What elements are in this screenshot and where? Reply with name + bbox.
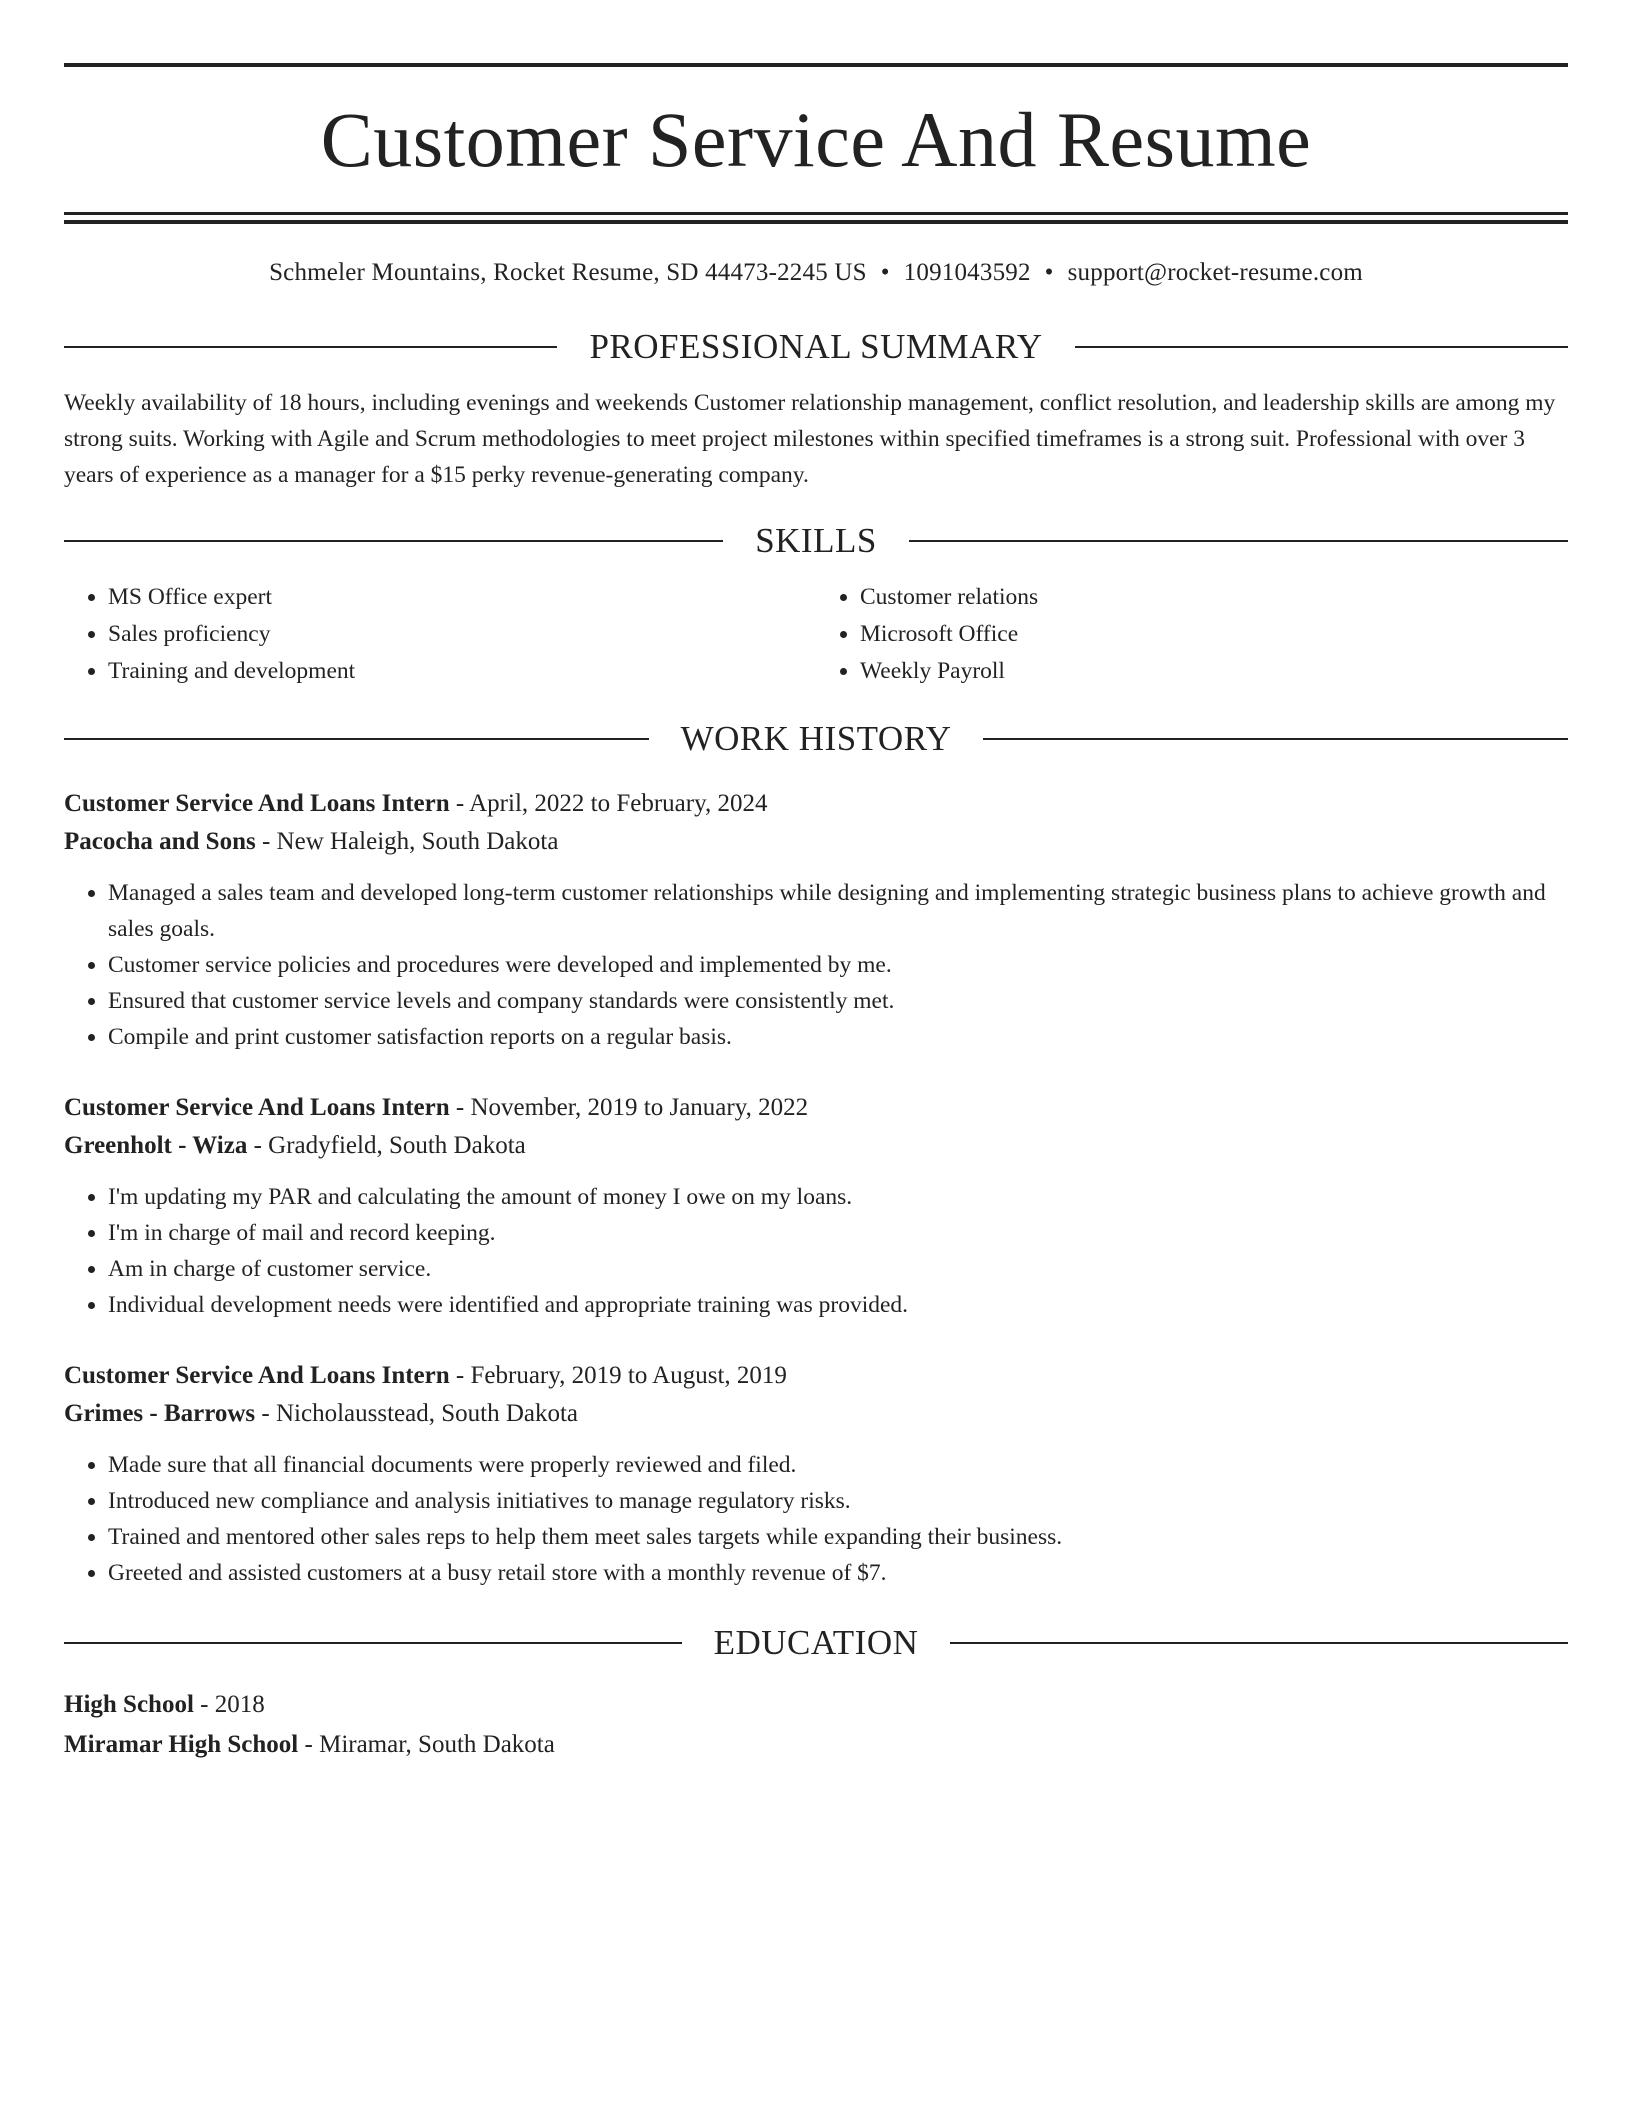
resume-page [64, 0, 1568, 1765]
job-bullet: • I'm updating my PAR and calculating the amount of money I owe on my loans. [108, 1179, 1568, 1215]
contact-separator: • [1044, 259, 1054, 286]
section-rule-right [1075, 346, 1568, 348]
section-rule-left [64, 540, 723, 542]
education-school: Miramar High School [64, 1731, 299, 1758]
job-bullets [64, 1447, 1568, 1591]
job-bullet: • I'm in charge of mail and record keeping. [108, 1215, 1568, 1251]
job-company: Greenholt - Wiza [64, 1132, 248, 1159]
contact-address: Schmeler Mountains, Rocket Resume, SD 44473-2245 US [269, 259, 867, 286]
section-rule-left [64, 738, 649, 740]
skills-column-left [64, 579, 816, 690]
skill-item: • Sales proficiency [108, 616, 816, 653]
job-dates: - February, 2019 to August, 2019 [449, 1362, 787, 1389]
job-entry [64, 1357, 1568, 1591]
job-bullet: • Trained and mentored other sales reps to help them meet sales targets while expanding their business. [108, 1519, 1568, 1555]
section-rule-left [64, 346, 557, 348]
summary-text: Weekly availability of 18 hours, including evenings and weekends Customer relationship management, conflict resolution, and leadership skills are among my strong suits. Working with Agile and Scrum methodologies to meet project milestones within specified timeframes is a strong suit. Professional with over 3 years of experience as a manager for a $15 perky revenue-generating company. [64, 390, 1556, 488]
job-entry [64, 1089, 1568, 1323]
skill-item: • Weekly Payroll [860, 653, 1568, 690]
section-title-work-history: WORK HISTORY [680, 719, 952, 758]
section-header-education [64, 1623, 1568, 1663]
job-title: Customer Service And Loans Intern [64, 1094, 450, 1121]
job-company-line [64, 823, 1568, 861]
job-company-line [64, 1127, 1568, 1165]
job-title-line [64, 785, 1568, 823]
section-header-skills [64, 521, 1568, 561]
skill-item: • Customer relations [860, 579, 1568, 616]
education-degree-line [64, 1685, 1568, 1725]
job-bullet: • Managed a sales team and developed long-term customer relationships while designing and implementing strategic business plans to achieve growth and sales goals. [108, 875, 1568, 947]
candidate-name: Customer Service And Resume [320, 96, 1312, 183]
section-header-work-history [64, 719, 1568, 759]
job-bullet: • Compile and print customer satisfaction reports on a regular basis. [108, 1019, 1568, 1055]
education-location: - Miramar, South Dakota [298, 1731, 555, 1758]
contact-email: support@rocket-resume.com [1067, 259, 1363, 286]
section-title-skills: SKILLS [755, 521, 877, 560]
job-dates: - April, 2022 to February, 2024 [449, 790, 768, 817]
job-company: Pacocha and Sons [64, 828, 256, 855]
skills-list [64, 579, 1568, 690]
contact-separator: • [880, 259, 890, 286]
skill-item: • Microsoft Office [860, 616, 1568, 653]
job-bullet: • Greeted and assisted customers at a busy retail store with a monthly revenue of $7. [108, 1555, 1568, 1591]
job-bullet: • Am in charge of customer service. [108, 1251, 1568, 1287]
header-top-rule [64, 63, 1568, 67]
section-title-summary: PROFESSIONAL SUMMARY [589, 327, 1043, 366]
section-rule-right [950, 1642, 1568, 1644]
job-title-line [64, 1357, 1568, 1395]
education-degree: High School [64, 1691, 194, 1718]
contact-line [64, 257, 1568, 289]
job-bullet: • Made sure that all financial documents were properly reviewed and filed. [108, 1447, 1568, 1483]
job-location: - Gradyfield, South Dakota [247, 1132, 526, 1159]
section-rule-left [64, 1642, 682, 1644]
section-rule-right [909, 540, 1568, 542]
job-title: Customer Service And Loans Intern [64, 1362, 450, 1389]
job-bullet: • Ensured that customer service levels and company standards were consistently met. [108, 983, 1568, 1019]
job-bullets [64, 1179, 1568, 1323]
job-bullets [64, 875, 1568, 1055]
section-title-education: EDUCATION [713, 1623, 919, 1662]
job-location: - Nicholausstead, South Dakota [255, 1400, 579, 1427]
skill-item: • Training and development [108, 653, 816, 690]
skills-column-right [816, 579, 1568, 690]
section-rule-right [983, 738, 1568, 740]
job-title-line [64, 1089, 1568, 1127]
job-dates: - November, 2019 to January, 2022 [449, 1094, 809, 1121]
contact-phone: 1091043592 [903, 259, 1031, 286]
job-company-line [64, 1395, 1568, 1433]
job-company: Grimes - Barrows [64, 1400, 256, 1427]
education-year: - 2018 [193, 1691, 265, 1718]
education-school-line [64, 1725, 1568, 1765]
job-entry [64, 785, 1568, 1055]
section-header-summary [64, 327, 1568, 367]
education-entry [64, 1685, 1568, 1765]
job-bullet: • Individual development needs were identified and appropriate training was provided. [108, 1287, 1568, 1323]
skill-item: • MS Office expert [108, 579, 816, 616]
job-title: Customer Service And Loans Intern [64, 790, 450, 817]
job-location: - New Haleigh, South Dakota [255, 828, 559, 855]
job-bullet: • Customer service policies and procedures were developed and implemented by me. [108, 947, 1568, 983]
header-double-rule [64, 212, 1568, 224]
job-bullet: • Introduced new compliance and analysis initiatives to manage regulatory risks. [108, 1483, 1568, 1519]
